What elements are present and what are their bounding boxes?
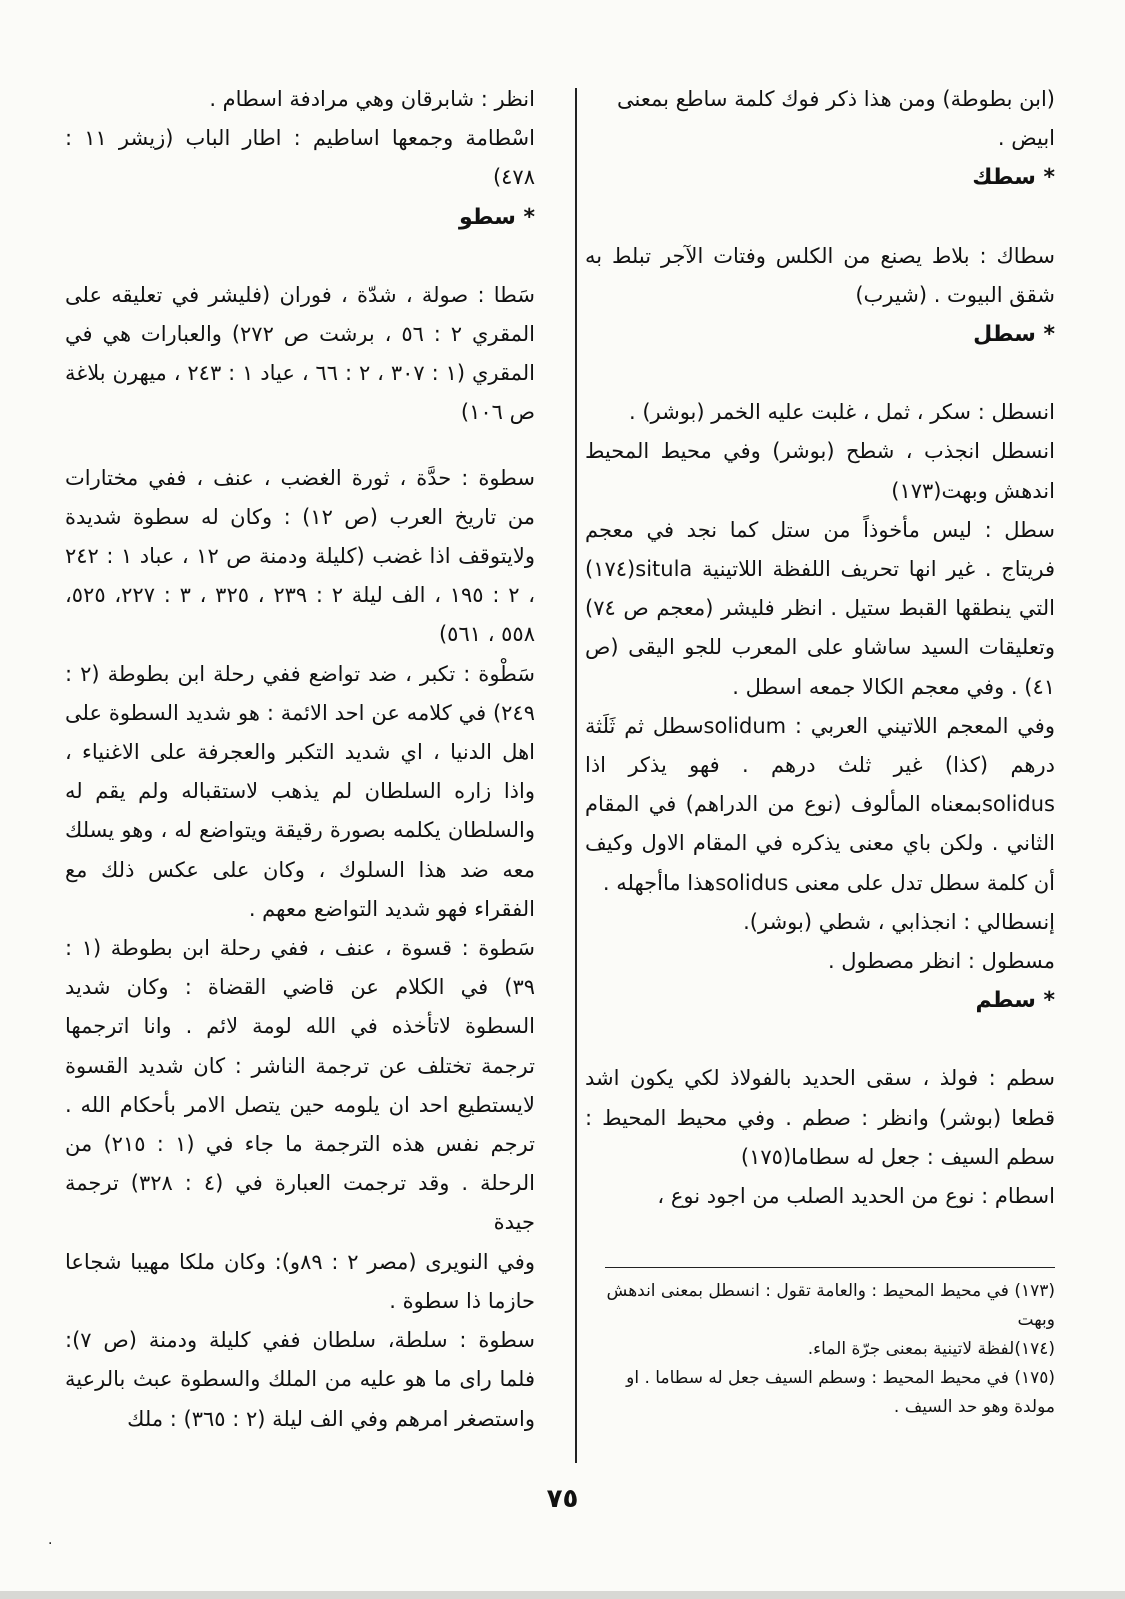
entry: سَطا : صولة ، شدّة ، فوران (فليشر في تعليقه على المقري ٢ : ٥٦ ، برشت ص ٢٧٢) والعبارات هي في المقري (١ : ٣٠٧ ، ٢ : ٦٦ ، عياد ١ : ٢٤٣ ، ميهرن بلاغة ص ١٠٦) xyxy=(65,282,536,425)
right-column xyxy=(585,80,1055,1216)
headword-satw: * سطو xyxy=(458,204,535,230)
page-number: ٧٥ xyxy=(546,1484,579,1514)
footnotes xyxy=(595,1277,1055,1422)
intro-line: (ابن بطوطة) ومن هذا ذكر فوك كلمة ساطع بمعنى xyxy=(617,87,1055,111)
footnote: (١٧٤)لفظة لاتينية بمعنى جرّة الماء. xyxy=(807,1339,1055,1359)
entry: سطل : ليس مأخوذاً من ستل كما نجد في معجم فريتاج . غير انها تحريف اللفظة اللاتينية situla(١٧٤) التي ينطقها القبط ستيل . انظر فليشر (معجم ص ٧٤) وتعليقات السيد ساشاو على المعرب للجو اليقى (ص ٤١) . وفي معجم الكالا جمعه اسطل . xyxy=(585,517,1055,699)
intro-line: انظر : شابرقان وهي مرادفة اسطام . xyxy=(209,87,535,111)
left-column xyxy=(65,80,535,1439)
intro-line: ابيض . xyxy=(997,126,1055,151)
headword-satl: * سطل xyxy=(973,322,1055,348)
footnote-divider xyxy=(605,1267,1055,1268)
entry: سطوة : سلطة، سلطان ففي كليلة ودمنة (ص ٧): فلما راى ما هو عليه من الملك والسطوة عبث بالرعية واستصغر امرهم وفي الف ليلة (٢ : ٣٦٥) : ملك xyxy=(65,1328,535,1431)
entry: مسطول : انظر مصطول . xyxy=(827,949,1055,974)
column-divider xyxy=(575,88,577,1463)
footnote: (١٧٥) في محيط المحيط : وسطم السيف جعل له سطاما . او مولدة وهو حد السيف . xyxy=(626,1368,1055,1417)
entry: سطم : فولذ ، سقى الحديد بالفولاذ لكي يكون اشد قطعا (بوشر) وانظر : صطم . وفي محيط المحيط : سطم السيف : جعل له سطاما(١٧٥) xyxy=(585,1066,1055,1169)
scan-speck: · xyxy=(48,1536,53,1552)
footnote: (١٧٣) في محيط المحيط : والعامة تقول : انسطل بمعنى اندهش وبهت xyxy=(606,1281,1055,1330)
intro-line: اسْطامة وجمعها اساطيم : اطار الباب (زيشر ١١ : ٤٧٨) xyxy=(65,126,535,190)
entry: انسطل انجذب ، شطح (بوشر) وفي محيط المحيط اندهش وبهت(١٧٣) xyxy=(585,439,1055,503)
headword-satm: * سطم xyxy=(975,988,1055,1014)
entry: سطاك : بلاط يصنع من الكلس وفتات الآجر تبلط به شقق البيوت . (شيرب) xyxy=(585,243,1055,307)
entry: انسطل : سكر ، ثمل ، غلبت عليه الخمر (بوشر) . xyxy=(628,400,1055,425)
entry: سَطوة : قسوة ، عنف ، ففي رحلة ابن بطوطة (١ : ٣٩) في الكلام عن قاضي القضاة : وكان شديد السطوة لاتأخذه في الله لومة لائم . وانا اترجمها ترجمة تختلف عن ترجمة الناشر : كان شديد القسوة لايستطيع احد ان يلومه حين يتصل الامر بأحكام الله . ترجم نفس هذه الترجمة ما جاء في (١ : ٢١٥) من الرحلة . وقد ترجمت العبارة في (٤ : ٣٢٨) ترجمة جيدة xyxy=(65,936,536,1235)
entry: وفي النويرى (مصر ٢ : ٨٩و): وكان ملكا مهيبا شجاعا حازما ذا سطوة . xyxy=(65,1249,535,1313)
scan-edge xyxy=(0,1591,1125,1599)
entry: وفي المعجم اللاتيني العربي : solidumسطل ثم ثَلَثة درهم (كذا) غير ثلث درهم . فهو يذكر اذا solidusبمعناه المألوف (نوع من الدراهم) في المقام الثاني . ولكن باي معنى يذكره في المقام الاول وكيف أن كلمة سطل تدل على معنى solidusهذا ماأجهله . xyxy=(585,713,1055,895)
entry: إنسطالي : انجذابي ، شطي (بوشر). xyxy=(743,909,1055,934)
entry: سطوة : حدَّة ، ثورة الغضب ، عنف ، ففي مختارات من تاريخ العرب (ص ١٢) : وكان له سطوة شديدة ولايتوقف اذا غضب (كليلة ودمنة ص ١٢ ، عباد ١ : ٢٤٢ ، ٢ : ١٩٥ ، الف ليلة ٢ : ٢٣٩ ، ٣٢٥ ، ٣ : ٢٢٧، ٥٢٥، ٥٥٨ ، ٥٦١) xyxy=(65,465,535,647)
entry: اسطام : نوع من الحديد الصلب من اجود نوع ، xyxy=(657,1184,1055,1209)
headword-satk: * سطك xyxy=(972,165,1055,191)
entry: سَطْوة : تكبر ، ضد تواضع ففي رحلة ابن بطوطة (٢ : ٢٤٩) في كلامه عن احد الائمة : هو شديد السطوة على اهل الدنيا ، اي شديد التكبر والعجرفة على الاغنياء ، واذا زاره السلطان لم يذهب لاستقباله ولم يقم له والسلطان يكلمه بصورة رقيقة ويتواضع له ، وهو يسلك معه ضد هذا السلوك ، وكان على عكس ذلك مع الفقراء فهو شديد التواضع معهم . xyxy=(65,661,535,921)
